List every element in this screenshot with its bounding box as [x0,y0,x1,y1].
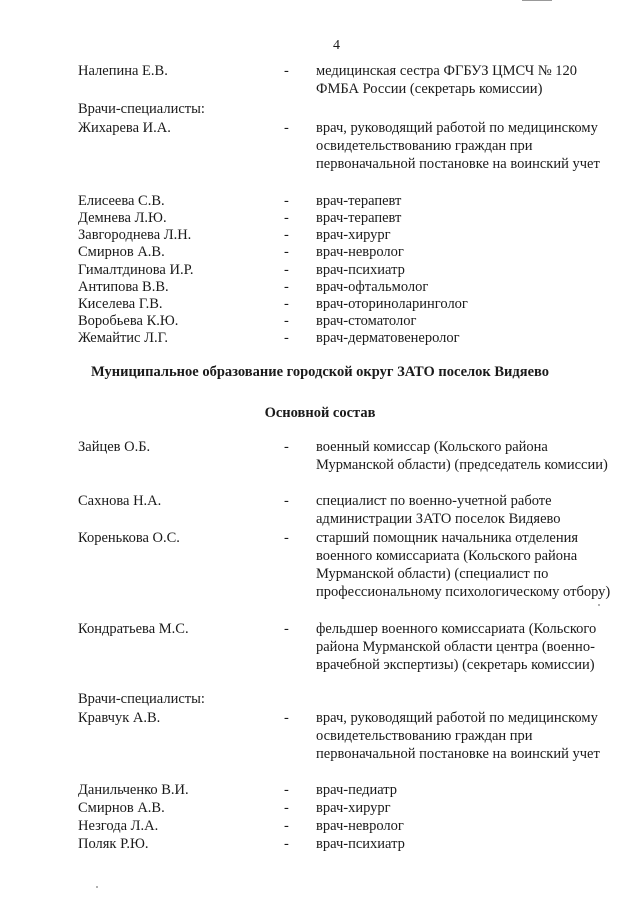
member-name: Антипова В.В. [78,279,169,295]
member-role: врач-дерматовенеролог [316,330,460,346]
member-role: врач-невролог [316,818,404,834]
member-name: Гималтдинова И.Р. [78,262,194,278]
dash: - [284,210,289,226]
member-name: Сахнова Н.А. [78,493,162,509]
scan-speck [598,604,600,606]
scan-artifact-line [522,0,552,1]
member-role: врач-педиатр [316,782,398,798]
dash: - [284,262,289,278]
member-name: Завгороднева Л.Н. [78,227,192,243]
member-role: врач-хирург [316,800,391,816]
member-name: Елисеева С.В. [78,193,165,209]
member-name: Кондратьева М.С. [78,621,189,637]
dash: - [284,193,289,209]
member-role: врач-психиатр [316,836,405,852]
member-name: Воробьева К.Ю. [78,313,179,329]
dash: - [284,313,289,329]
dash: - [284,439,289,455]
doctors-label: Врачи-специалисты: [78,691,205,707]
dash: - [284,330,289,346]
section-title: Муниципальное образование городской округ ЗАТО поселок Видяево [90,364,549,380]
dash: - [284,800,289,816]
member-name: Жемайтис Л.Г. [78,330,168,346]
member-name: Незгода Л.А. [78,818,159,834]
dash: - [284,296,289,312]
member-name: Смирнов А.В. [78,800,165,816]
doctors-label: Врачи-специалисты: [78,101,205,117]
member-role: врач-психиатр [316,262,405,278]
member-role: фельдшер военного комиссариата (Кольского района Мурманской области центра (военно-врачебной экспертизы) (секретарь комиссии) [316,621,597,673]
section-subtitle: Основной состав [264,405,376,421]
dash: - [284,710,289,726]
dash: - [284,493,289,509]
member-name: Зайцев О.Б. [78,439,151,455]
member-name: Киселева Г.В. [78,296,163,312]
member-name: Демнева Л.Ю. [78,210,167,226]
member-role: специалист по военно-учетной работе администрации ЗАТО поселок Видяево [316,493,561,527]
member-role: врач-офтальмолог [316,279,429,295]
member-name: Коренькова О.С. [78,530,180,546]
member-name: Кравчук А.В. [78,710,161,726]
dash: - [284,782,289,798]
member-name: Смирнов А.В. [78,244,165,260]
member-role: военный комиссар (Кольского района Мурманской области) (председатель комиссии) [316,439,608,473]
dash: - [284,244,289,260]
member-role: врач-терапевт [316,193,402,209]
dash: - [284,818,289,834]
dash: - [284,63,289,79]
page-number: 4 [333,38,340,53]
member-name: Поляк Р.Ю. [78,836,149,852]
dash: - [284,530,289,546]
member-name: Налепина Е.В. [78,63,168,79]
member-role: медицинская сестра ФГБУЗ ЦМСЧ № 120 ФМБА России (секретарь комиссии) [316,63,578,97]
member-name: Жихарева И.А. [78,120,171,136]
dash: - [284,621,289,637]
dash: - [284,836,289,852]
dash: - [284,279,289,295]
member-role: врач-хирург [316,227,391,243]
member-role: врач, руководящий работой по медицинскому освидетельствованию граждан при первоначальной постановке на воинский учет [316,710,600,762]
member-role: врач-оториноларинголог [316,296,468,312]
member-role: врач-невролог [316,244,404,260]
dash: - [284,227,289,243]
member-role: старший помощник начальника отделения военного комиссариата (Кольского района Мурманской области) (специалист по профессиональному психологическому отбору) [316,530,611,600]
dash: - [284,120,289,136]
member-name: Данильченко В.И. [78,782,189,798]
member-role: врач-стоматолог [316,313,417,329]
member-role: врач, руководящий работой по медицинскому освидетельствованию граждан при первоначальной постановке на воинский учет [316,120,600,172]
member-role: врач-терапевт [316,210,402,226]
scan-speck [96,886,98,888]
